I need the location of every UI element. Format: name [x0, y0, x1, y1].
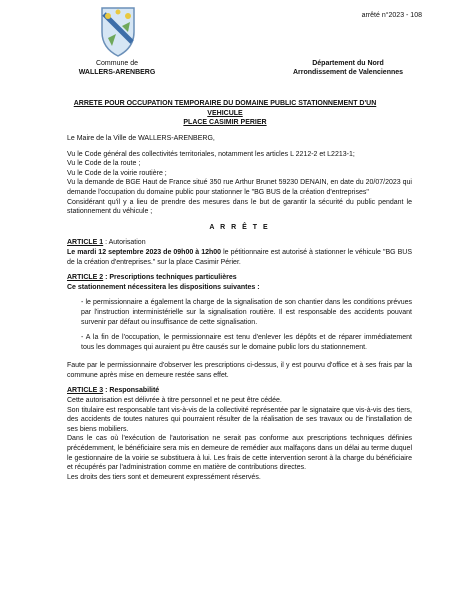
arrondissement-name: Arrondissement de Valenciennes: [292, 69, 404, 76]
article-2-outro: Faute par le permissionnaire d'observer les prescriptions ci-dessus, il y est pourvu d'office et à ses frais par la commune après mise en demeure restée sans effet.: [67, 362, 412, 379]
vu-line: Vu le Code de la voirie routière ;: [67, 169, 167, 177]
article-3-label: ARTICLE 3: [67, 387, 104, 395]
article-1-heading: [67, 238, 412, 248]
city-crest-logo: [96, 6, 140, 58]
article-2-sub: Ce stationnement nécessitera les dispositions suivantes :: [67, 283, 260, 291]
article-3-p2: Son titulaire est responsable tant vis-à-vis de la collectivité représentée par le signataire que vis-à-vis des tiers, des accidents de toutes natures qui pourraient résulter de la réalisation de ses travaux ou de l'installation de ses biens mobiliers.: [67, 406, 412, 433]
article-2-title: : Prescriptions techniques particulières: [103, 274, 237, 282]
article-1-text: [67, 248, 412, 267]
arrete-heading: A R R Ê T E: [209, 223, 270, 231]
document-body: [67, 134, 412, 482]
article-1-date: Le mardi 12 septembre 2023 de 09h00 à 12h00: [67, 248, 222, 256]
decree-reference: arrêté n°2023 - 108: [361, 12, 422, 19]
vu-line: Vu la demande de BGE Haut de France situé 350 rue Arthur Brunet 59230 DENAIN, en date du 20/07/2023 qui demande l'occupation du domaine public pour stationner le "BG BUS de la création d'entreprises": [67, 179, 412, 196]
title-line-1: ARRETE POUR OCCUPATION TEMPORAIRE DU DOMAINE PUBLIC STATIONNEMENT D'UN VEHICULE: [73, 100, 377, 117]
article-2-label: ARTICLE 2: [67, 274, 104, 282]
intro-line: Le Maire de la Ville de WALLERS-ARENBERG,: [67, 135, 215, 142]
article-1-title: : Autorisation: [103, 239, 146, 247]
commune-label: Commune de: [95, 60, 139, 67]
article-2-item-2: - A la fin de l'occupation, le permissionnaire est tenu d'enlever les dépôts et de réparer immédiatement tous les dommages qui auraient pu être causés sur le domaine public lors du stationnement.: [81, 334, 412, 351]
department-block: [278, 59, 418, 77]
considerant-line: Considérant qu'il y a lieu de prendre des mesures dans le but de garantir la sécurité du public pendant le stationnement du véhicule ;: [67, 198, 412, 216]
article-3-title: : Responsabilité: [103, 387, 160, 395]
article-3-p1: Cette autorisation est délivrée à titre personnel et ne peut être cédée.: [67, 397, 282, 405]
article-2-item-1: - le permissionnaire a également la charge de la signalisation de son chantier dans les conditions prévues par l'instruction interministérielle sur la signalisation routière. Il est responsable des accidents pouvant survenir par défaut ou insuffisance de cette signalisation.: [81, 299, 412, 326]
article-1-label: ARTICLE 1: [67, 239, 104, 247]
vu-line: Vu le Code de la route ;: [67, 160, 141, 168]
article-3-p4: Les droits des tiers sont et demeurent expressément réservés.: [67, 473, 261, 481]
article-2-heading: [67, 273, 412, 283]
article-3-heading: [67, 386, 412, 396]
commune-name: WALLERS-ARENBERG: [78, 69, 156, 76]
article-3-p3: Dans le cas où l'exécution de l'autorisation ne serait pas conforme aux prescriptions techniques définies précédemment, le bénéficiaire sera mis en demeure de remédier aux malfaçons dans un délai au terme duquel le gestionnaire de la voirie se substituera à lui. Les frais de cette intervention seront à la charge du bénéficiaire et récupérés par l'administration comme en matière de contributions directes.: [67, 435, 412, 472]
department-name: Département du Nord: [312, 60, 384, 67]
vu-line: Vu le Code général des collectivités territoriales, notamment les articles L 2212-2 et L2213-1;: [67, 150, 355, 158]
article-1-body: le pétitionnaire est autorisé à stationner le véhicule "BG BUS de la création d'entreprises." sur la place Casimir Périer.: [67, 248, 412, 266]
document-title: [60, 99, 390, 128]
title-line-2: PLACE CASIMIR PERIER: [183, 119, 267, 126]
commune-block: [62, 59, 172, 77]
